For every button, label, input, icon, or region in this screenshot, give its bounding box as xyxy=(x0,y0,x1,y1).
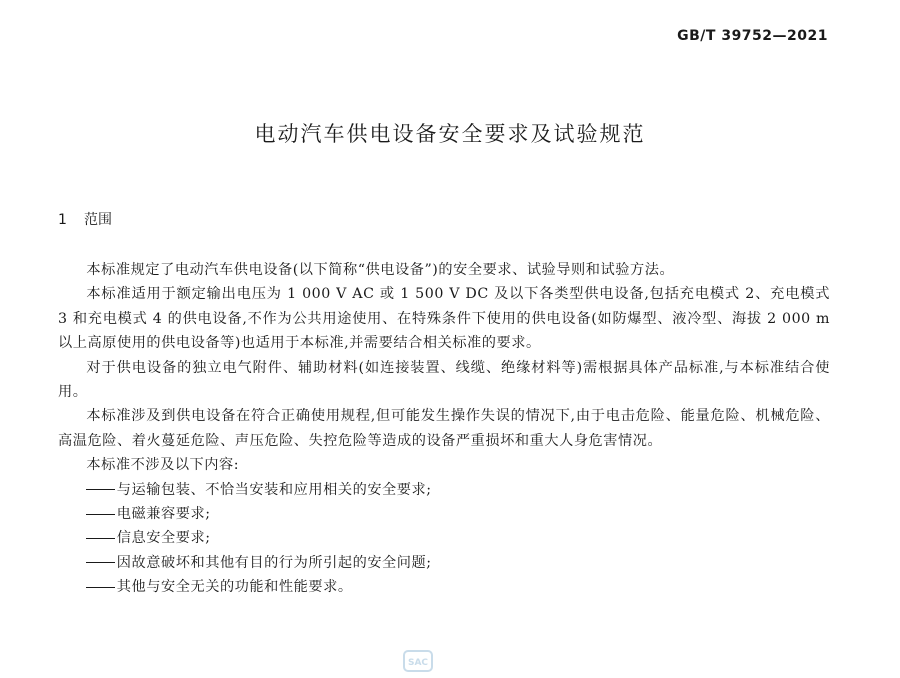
paragraph: 本标准规定了电动汽车供电设备(以下简称“供电设备”)的安全要求、试验导则和试验方法。 xyxy=(86,262,675,278)
document-title: 电动汽车供电设备安全要求及试验规范 xyxy=(254,122,646,146)
dash-bullet-icon xyxy=(86,489,114,490)
list-item xyxy=(58,526,830,550)
dash-bullet-icon xyxy=(86,587,114,588)
list-item-text: 电磁兼容要求; xyxy=(116,506,211,523)
section-body xyxy=(58,258,830,600)
paragraph: 对于供电设备的独立电气附件、辅助材料(如连接装置、线缆、绝缘材料等)需根据具体产品标准,与本标准结合使用。 xyxy=(58,359,830,401)
list-item-text: 与运输包装、不恰当安装和应用相关的安全要求; xyxy=(116,481,432,498)
dash-bullet-icon xyxy=(86,538,114,539)
paragraph: 本标准不涉及以下内容: xyxy=(86,457,240,474)
list-item-text: 信息安全要求; xyxy=(116,530,211,547)
sac-logo-icon xyxy=(403,650,433,672)
list-item xyxy=(58,478,830,502)
dash-bullet-icon xyxy=(86,562,114,563)
list-item-text: 因故意破坏和其他有目的行为所引起的安全问题; xyxy=(116,554,432,571)
dash-bullet-icon xyxy=(86,514,114,515)
paragraph: 本标准适用于额定输出电压为 1 000 V AC 或 1 500 V DC 及以下各类型供电设备,包括充电模式 2、充电模式 3 和充电模式 4 的供电设备,不作为公共用途使用、在特殊条件下使用的供电设备(如防爆型、液冷型、海拔 2 000 m 以上高原使用的供电设备等)也适用于本标准,并需要结合相关标准的要求。 xyxy=(58,286,830,352)
watermark-text: SAC xyxy=(407,658,429,668)
paragraph: 本标准涉及到供电设备在符合正确使用规程,但可能发生操作失误的情况下,由于电击危险、能量危险、机械危险、高温危险、着火蔓延危险、声压危险、失控危险等造成的设备严重损坏和重大人身危害情况。 xyxy=(58,408,830,449)
section-heading xyxy=(58,209,112,229)
standard-code: GB/T 39752—2021 xyxy=(677,28,828,44)
section-title: 范围 xyxy=(84,212,112,228)
list-item xyxy=(58,551,830,575)
section-number: 1 xyxy=(58,212,67,228)
list-item xyxy=(58,502,830,526)
list-item-text: 其他与安全无关的功能和性能要求。 xyxy=(116,579,353,596)
list-item xyxy=(58,575,830,599)
